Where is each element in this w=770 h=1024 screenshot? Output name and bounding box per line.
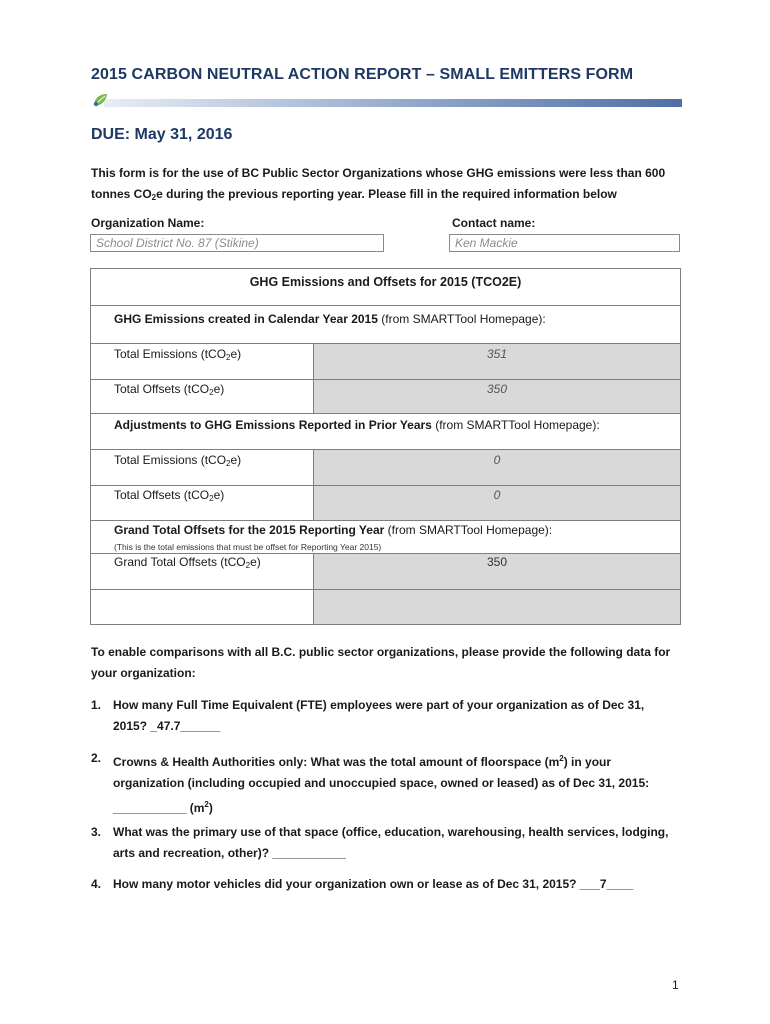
vehicles-answer[interactable]: How many motor vehicles did your organization own or lease as of Dec 31, 2015? ___7____ bbox=[113, 877, 634, 891]
total-emissions-label: Total Emissions (tCO$_2$e) bbox=[114, 347, 242, 362]
adjustment-emissions-value: 0 bbox=[493, 453, 501, 467]
intro-paragraph bbox=[91, 163, 691, 208]
row-divider bbox=[90, 413, 681, 414]
row-divider bbox=[90, 520, 681, 521]
page-number: 1 bbox=[672, 978, 679, 992]
section-header-adjustments: Adjustments to GHG Emissions Reported in Prior Years (from SMARTTool Homepage): bbox=[114, 418, 600, 432]
section-header-calendar-year: GHG Emissions created in Calendar Year 2015 (from SMARTTool Homepage): bbox=[114, 312, 546, 326]
intro-line-1: This form is for the use of BC Public Sector Organizations whose GHG emissions were less than 600 bbox=[91, 166, 666, 180]
intro-line-2: tonnes $CO_2e$ during the previous reporting year. Please fill in the required information below bbox=[91, 187, 617, 202]
question-1: 1. How many Full Time Equivalent (FTE) employees were part of your organization as of Dec 31, 2015? _47.7______ bbox=[91, 695, 691, 737]
adjustment-offsets-label: Total Offsets (tCO$_2$e) bbox=[114, 488, 225, 503]
space-use-answer[interactable]: arts and recreation, other)? ___________ bbox=[113, 846, 346, 860]
title-underline-bar bbox=[104, 99, 682, 107]
row-divider bbox=[90, 589, 681, 590]
total-offsets-value: 350 bbox=[486, 382, 508, 396]
leaf-icon bbox=[92, 92, 108, 108]
question-3: 3. What was the primary use of that space (office, education, warehousing, health services, lodging, arts and recreation, other)? ___________ bbox=[91, 822, 691, 864]
grand-total-note: (This is the total emissions that must be offset for Reporting Year 2015) bbox=[114, 542, 382, 552]
adjustment-emissions-label: Total Emissions (tCO$_2$e) bbox=[114, 453, 242, 468]
adjustment-offsets-value: 0 bbox=[493, 488, 501, 502]
contact-name-label: Contact name: bbox=[452, 216, 536, 230]
question-2: 2. Crowns & Health Authorities only: What was the total amount of floorspace $(m^2)$ in your organization (including occupied and unoccupied space, owned or leased) as of Dec 31, 2015: ___________ $(m^2)$ bbox=[91, 748, 691, 819]
floorspace-answer[interactable]: ___________ $(m^2)$ bbox=[113, 800, 213, 815]
grand-total-offsets-label: Grand Total Offsets (tCO$_2$e) bbox=[114, 555, 261, 570]
fte-answer[interactable]: 2015? _47.7______ bbox=[113, 719, 221, 733]
due-date: DUE: May 31, 2016 bbox=[91, 126, 233, 143]
organization-name-field[interactable]: School District No. 87 (Stikine) bbox=[90, 234, 384, 252]
comparison-paragraph: To enable comparisons with all B.C. public sector organizations, please provide the following data for your organization: bbox=[91, 645, 671, 680]
page-title: 2015 CARBON NEUTRAL ACTION REPORT – SMALL EMITTERS FORM bbox=[91, 66, 634, 83]
total-offsets-label: Total Offsets (tCO$_2$e) bbox=[114, 382, 225, 397]
column-divider bbox=[313, 450, 314, 520]
column-divider bbox=[313, 554, 314, 624]
section-header-grand-total: Grand Total Offsets for the 2015 Reporting Year (from SMARTTool Homepage): bbox=[114, 523, 553, 537]
table-heading: GHG Emissions and Offsets for 2015 (TCO2E) bbox=[90, 268, 681, 306]
contact-name-field[interactable]: Ken Mackie bbox=[449, 234, 680, 252]
column-divider bbox=[313, 344, 314, 413]
total-emissions-value: 351 bbox=[486, 347, 508, 361]
question-4: 4. How many motor vehicles did your organization own or lease as of Dec 31, 2015? ___7____ bbox=[91, 874, 691, 895]
organization-name-label: Organization Name: bbox=[91, 216, 205, 230]
grand-total-offsets-value: 350 bbox=[486, 555, 508, 569]
